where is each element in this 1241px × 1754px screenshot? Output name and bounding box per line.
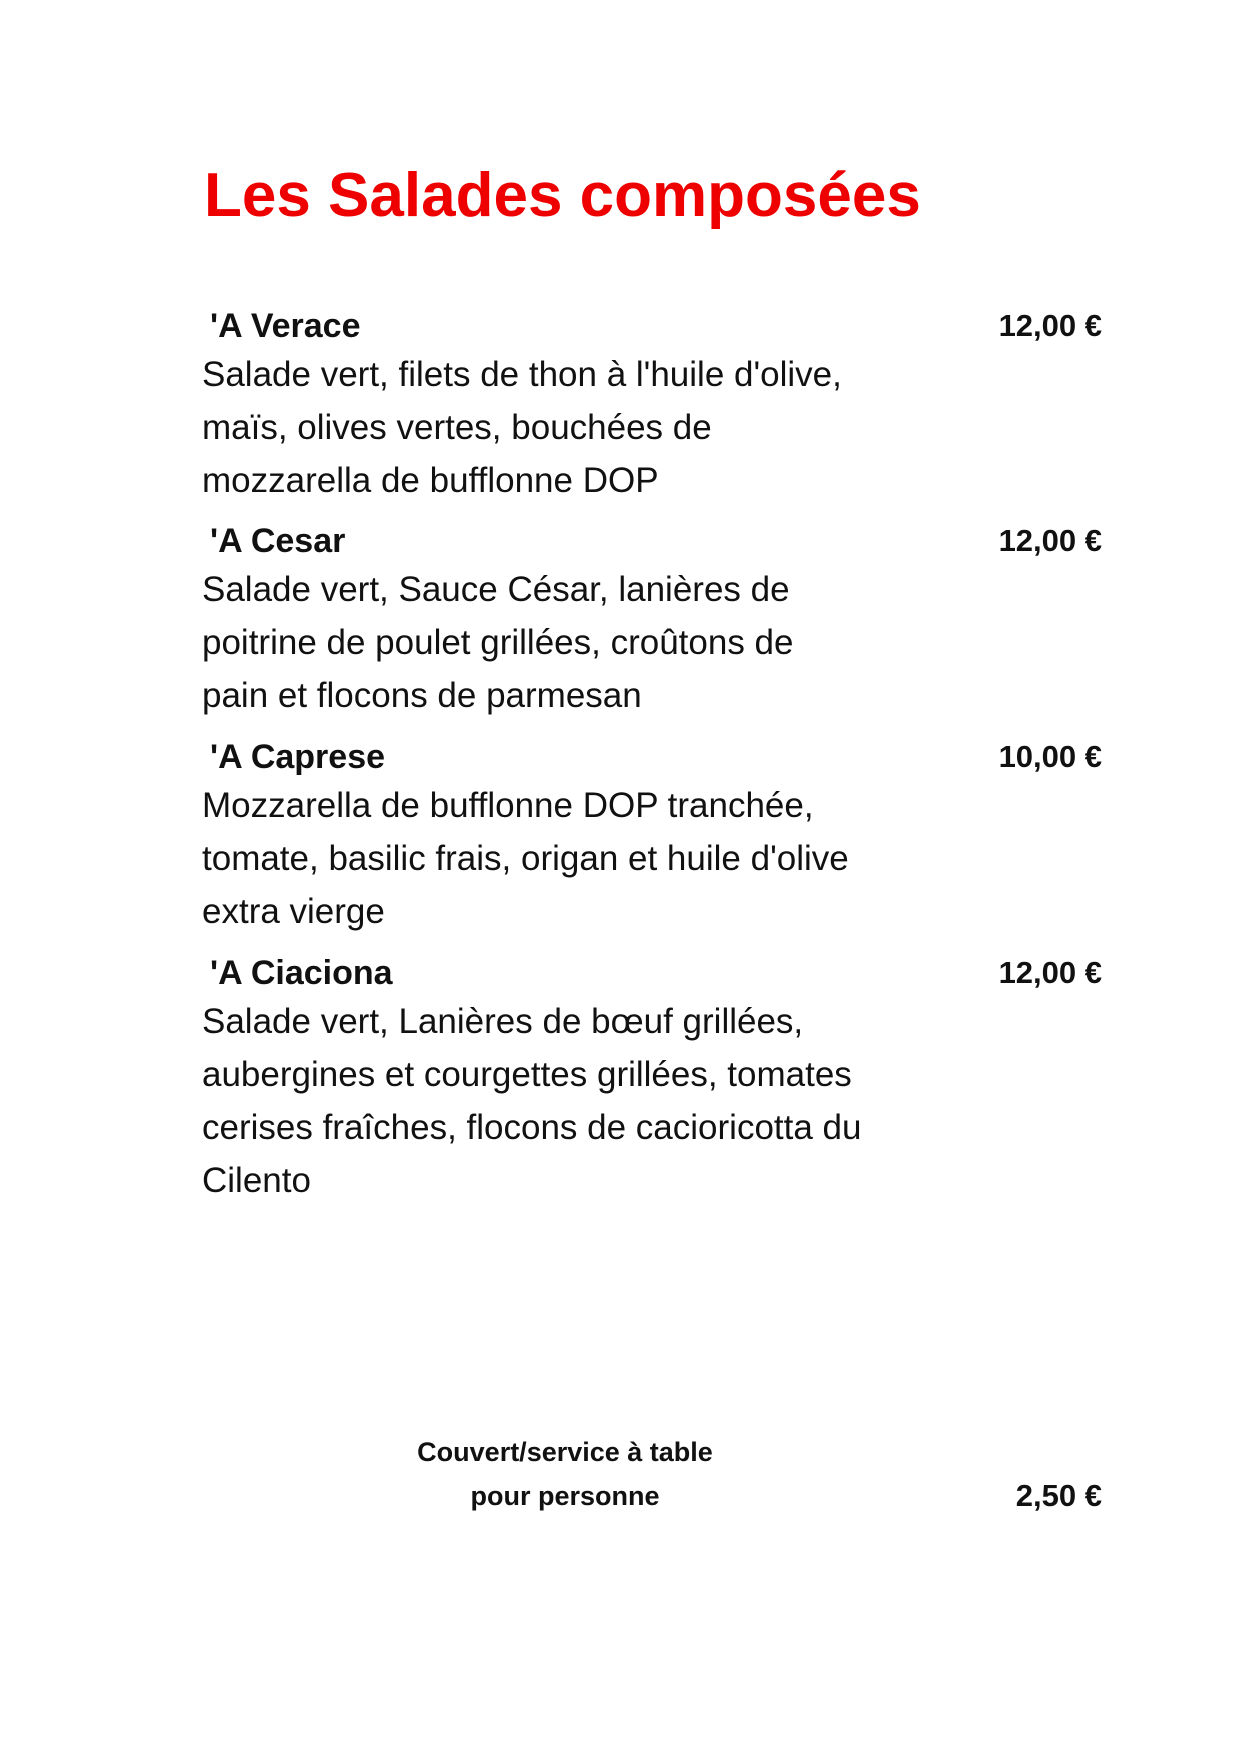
item-name: 'A Caprese xyxy=(210,738,386,776)
description-line: poitrine de poulet grillées, croûtons de xyxy=(202,623,794,662)
description-line: Salade vert, Sauce César, lanières de xyxy=(202,570,790,609)
item-description xyxy=(202,563,942,722)
couvert-label xyxy=(370,1430,760,1518)
description-line: Salade vert, filets de thon à l'huile d'olive, xyxy=(202,355,842,394)
item-price: 12,00 € xyxy=(998,955,1102,990)
page-title: Les Salades composées xyxy=(204,161,921,230)
item-name: 'A Cesar xyxy=(210,522,346,560)
description-line: extra vierge xyxy=(202,892,385,931)
description-line: Mozzarella de bufflonne DOP tranchée, xyxy=(202,786,814,825)
description-line: pain et flocons de parmesan xyxy=(202,676,642,715)
description-line: mozzarella de bufflonne DOP xyxy=(202,461,659,500)
description-line: cerises fraîches, flocons de cacioricotta du xyxy=(202,1108,862,1147)
item-name: 'A Ciaciona xyxy=(210,954,393,992)
item-price: 12,00 € xyxy=(998,523,1102,558)
item-name: 'A Verace xyxy=(210,307,361,345)
item-description xyxy=(202,779,942,938)
couvert-label-line: Couvert/service à table xyxy=(417,1437,713,1467)
item-price: 12,00 € xyxy=(998,308,1102,343)
item-description xyxy=(202,348,942,507)
couvert-price: 2,50 € xyxy=(1015,1478,1102,1513)
item-price: 10,00 € xyxy=(998,739,1102,774)
couvert-label-line: pour personne xyxy=(470,1481,660,1511)
description-line: Cilento xyxy=(202,1161,311,1200)
description-line: aubergines et courgettes grillées, tomates xyxy=(202,1055,852,1094)
description-line: tomate, basilic frais, origan et huile d'olive xyxy=(202,839,849,878)
description-line: maïs, olives vertes, bouchées de xyxy=(202,408,712,447)
item-description xyxy=(202,995,942,1207)
description-line: Salade vert, Lanières de bœuf grillées, xyxy=(202,1002,804,1041)
